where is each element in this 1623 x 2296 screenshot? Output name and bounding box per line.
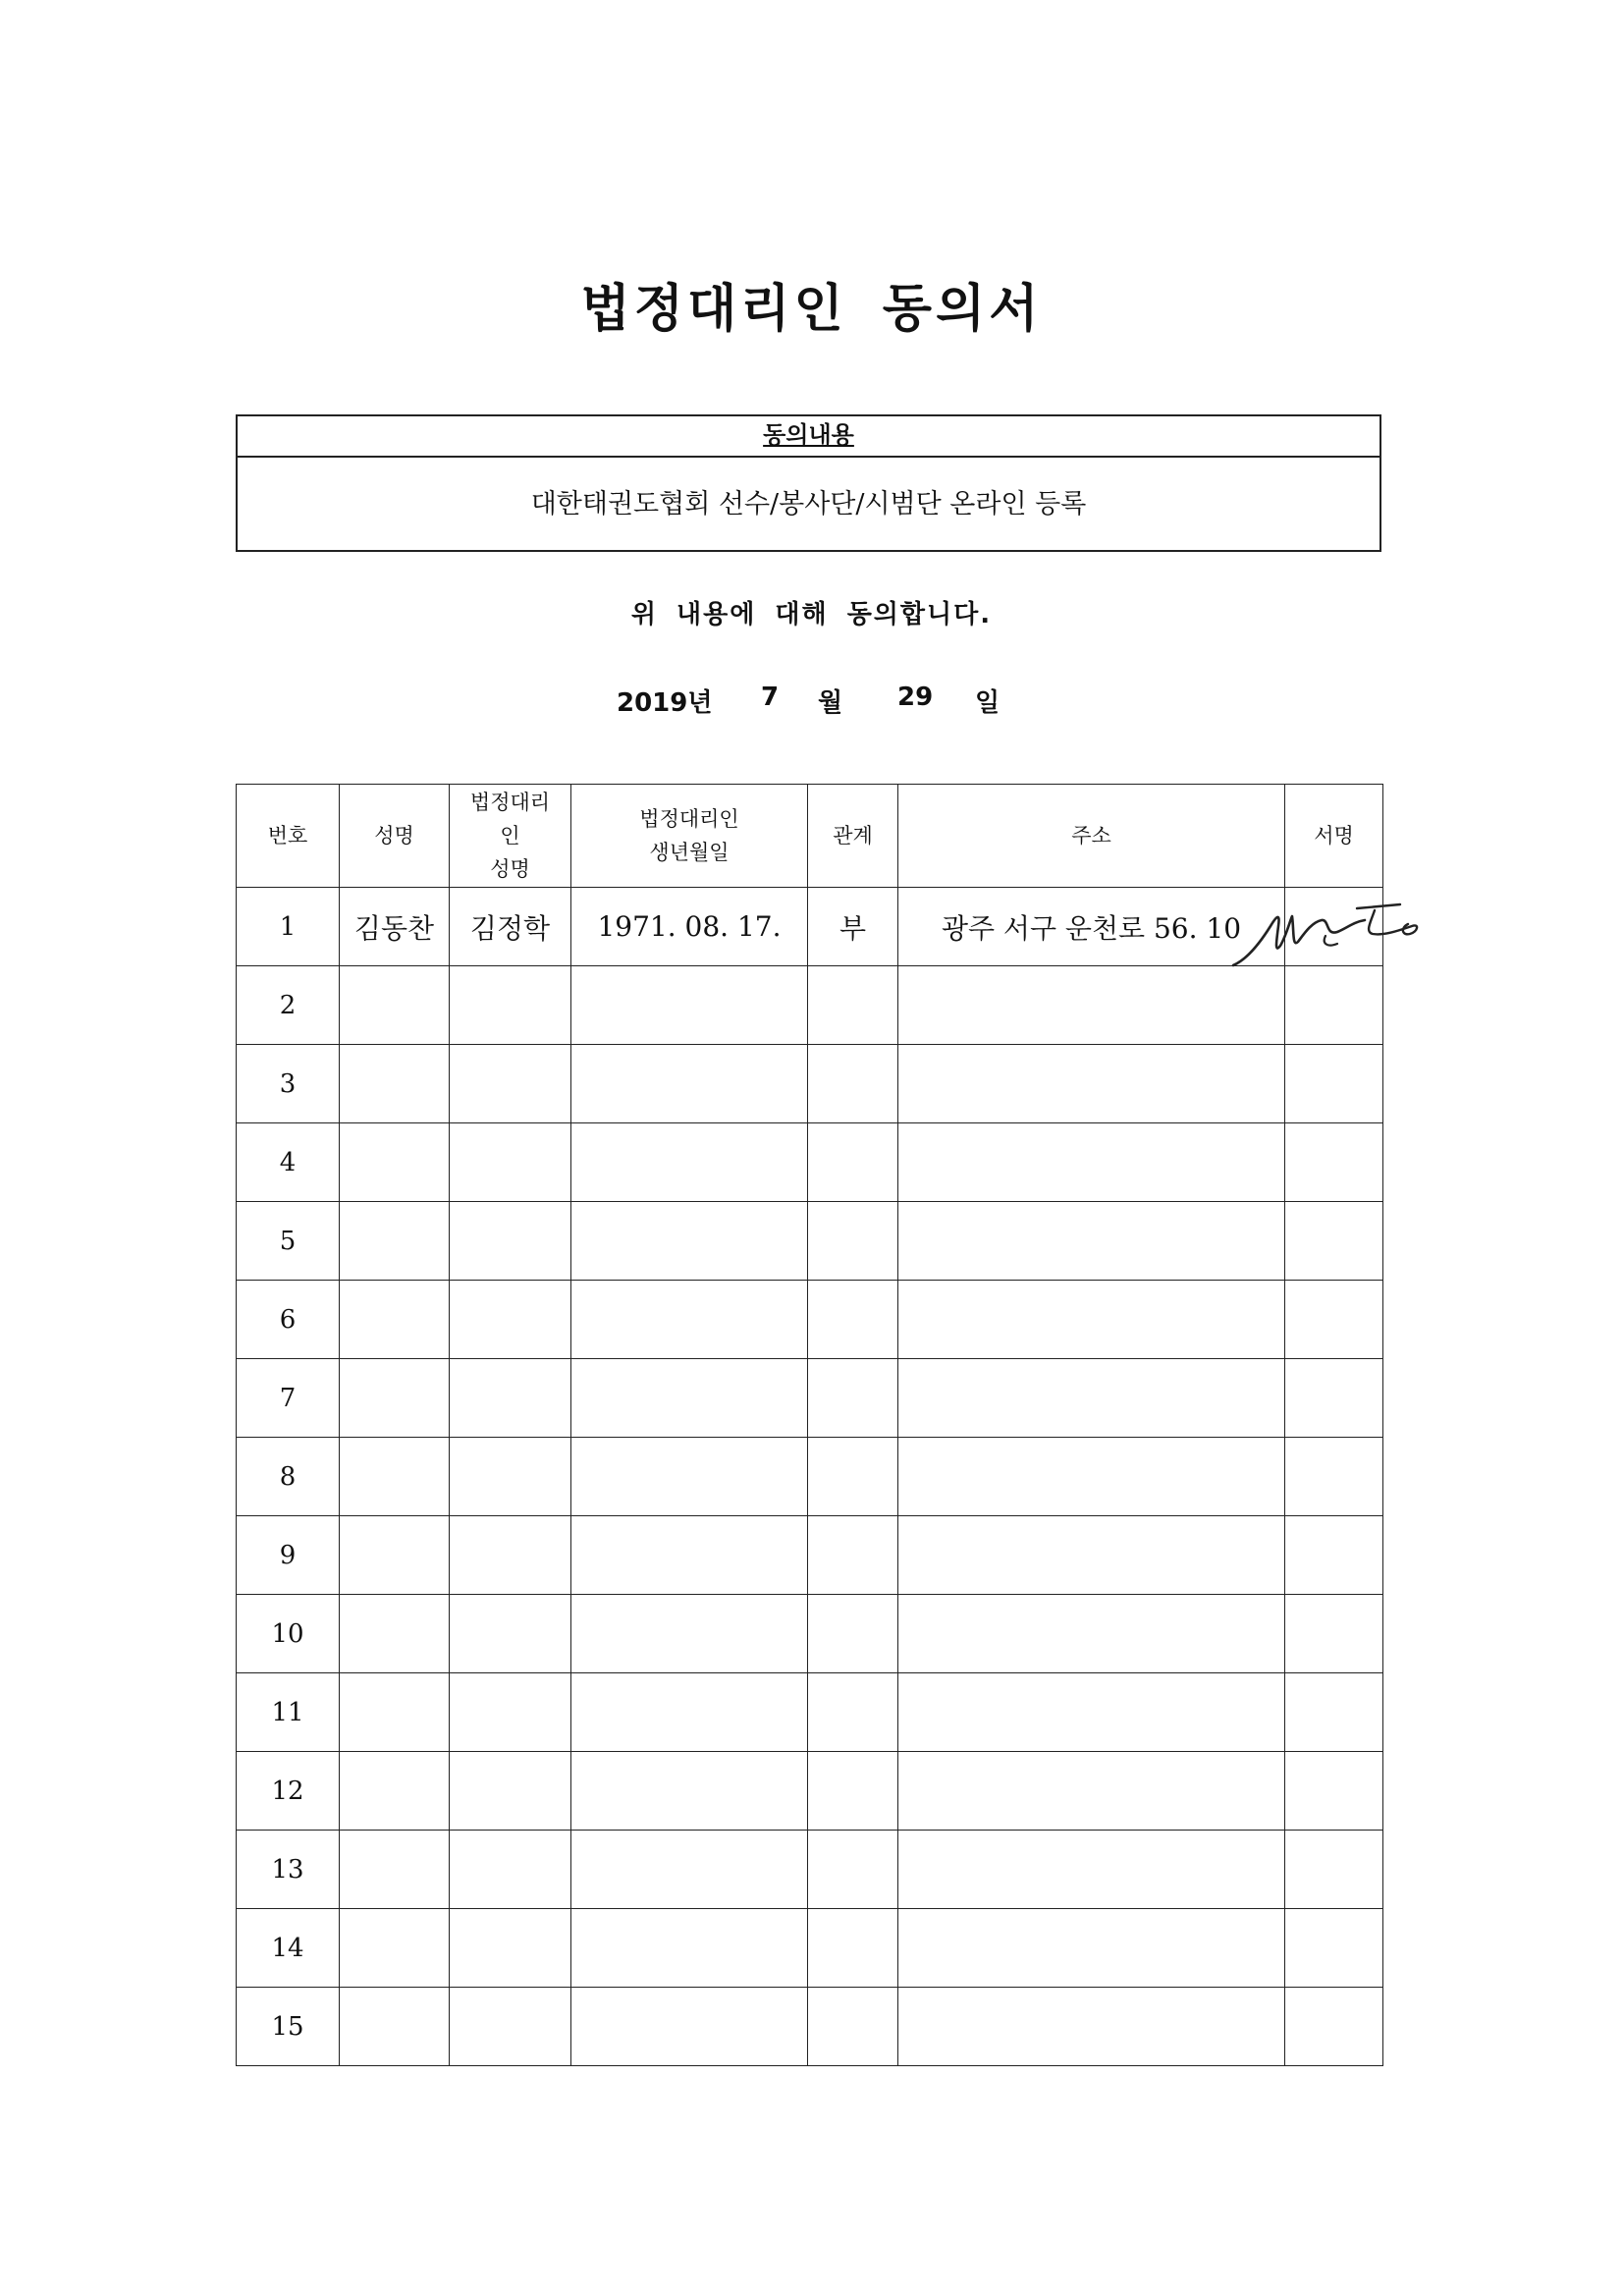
cell-relation	[808, 1281, 898, 1359]
cell-signature	[1285, 1281, 1383, 1359]
table-row	[237, 1595, 1383, 1673]
cell-no: 2	[237, 966, 340, 1045]
cell-name	[340, 1909, 450, 1988]
table-row	[237, 1202, 1383, 1281]
cell-address	[898, 1909, 1285, 1988]
cell-relation: 부	[808, 888, 898, 966]
date-month: 7	[761, 683, 780, 712]
cell-no: 3	[237, 1045, 340, 1123]
cell-relation	[808, 1045, 898, 1123]
cell-birth	[571, 966, 808, 1045]
header-guardian-name-line1: 법정대리	[469, 791, 551, 814]
cell-birth	[571, 1045, 808, 1123]
cell-birth	[571, 1595, 808, 1673]
cell-no: 11	[237, 1673, 340, 1752]
cell-relation	[808, 1988, 898, 2066]
consent-box	[236, 414, 1381, 552]
cell-name	[340, 1516, 450, 1595]
cell-no: 4	[237, 1123, 340, 1202]
cell-guardian-name	[450, 1595, 571, 1673]
header-guardian-name-line3: 성명	[490, 857, 530, 881]
cell-signature	[1285, 1045, 1383, 1123]
header-guardian-birth-line1: 법정대리인	[639, 807, 739, 831]
cell-address	[898, 1988, 1285, 2066]
cell-address	[898, 1673, 1285, 1752]
table-body	[237, 888, 1383, 2066]
cell-no: 7	[237, 1359, 340, 1438]
cell-name	[340, 1281, 450, 1359]
cell-birth	[571, 1673, 808, 1752]
cell-name	[340, 1831, 450, 1909]
cell-guardian-name	[450, 1988, 571, 2066]
cell-address	[898, 1123, 1285, 1202]
cell-address	[898, 1359, 1285, 1438]
cell-relation	[808, 1359, 898, 1438]
cell-address	[898, 1281, 1285, 1359]
cell-signature	[1285, 1359, 1383, 1438]
cell-relation	[808, 966, 898, 1045]
cell-relation	[808, 1438, 898, 1516]
cell-signature	[1285, 1752, 1383, 1831]
header-name: 성명	[340, 785, 450, 888]
table-row	[237, 1831, 1383, 1909]
header-address: 주소	[898, 785, 1285, 888]
guardian-table	[236, 784, 1383, 2066]
signature-stroke-2	[1357, 904, 1417, 934]
date-year: 2019년	[617, 688, 713, 718]
table-row	[237, 1909, 1383, 1988]
cell-address: 광주 서구 운천로 56. 10	[898, 888, 1285, 966]
cell-signature	[1285, 1438, 1383, 1516]
cell-birth	[571, 1123, 808, 1202]
cell-birth: 1971. 08. 17.	[571, 888, 808, 966]
cell-no: 9	[237, 1516, 340, 1595]
cell-relation	[808, 1202, 898, 1281]
date-month-unit: 월	[818, 688, 843, 718]
cell-address	[898, 1595, 1285, 1673]
cell-name	[340, 1988, 450, 2066]
cell-relation	[808, 1595, 898, 1673]
cell-relation	[808, 1909, 898, 1988]
cell-relation	[808, 1516, 898, 1595]
cell-guardian-name	[450, 1202, 571, 1281]
cell-signature	[1285, 1673, 1383, 1752]
cell-birth	[571, 1438, 808, 1516]
table-row	[237, 1045, 1383, 1123]
cell-signature	[1285, 1202, 1383, 1281]
cell-address	[898, 1752, 1285, 1831]
cell-signature	[1285, 1831, 1383, 1909]
cell-guardian-name	[450, 1909, 571, 1988]
cell-birth	[571, 1909, 808, 1988]
cell-no: 13	[237, 1831, 340, 1909]
cell-address	[898, 1202, 1285, 1281]
consent-text: 대한태권도협회 선수/봉사단/시범단 온라인 등록	[530, 489, 1087, 519]
header-relation: 관계	[808, 785, 898, 888]
date-day-unit: 일	[975, 688, 1001, 718]
cell-signature	[1285, 1595, 1383, 1673]
date-day: 29	[897, 683, 934, 712]
cell-name	[340, 1202, 450, 1281]
cell-guardian-name	[450, 1673, 571, 1752]
header-guardian-name	[450, 785, 571, 888]
cell-address	[898, 1045, 1285, 1123]
cell-no: 10	[237, 1595, 340, 1673]
cell-birth	[571, 1988, 808, 2066]
table-row	[237, 1516, 1383, 1595]
cell-name	[340, 966, 450, 1045]
cell-name	[340, 1359, 450, 1438]
consent-header	[238, 416, 1380, 458]
cell-address	[898, 1438, 1285, 1516]
consent-header-label: 동의내용	[763, 421, 854, 449]
cell-guardian-name	[450, 1045, 571, 1123]
cell-guardian-name	[450, 1831, 571, 1909]
cell-guardian-name	[450, 1516, 571, 1595]
table-row	[237, 1438, 1383, 1516]
cell-name	[340, 1595, 450, 1673]
cell-guardian-name: 김정학	[450, 888, 571, 966]
table-row	[237, 1359, 1383, 1438]
header-no: 번호	[237, 785, 340, 888]
header-guardian-birth-line2: 생년월일	[649, 841, 730, 864]
cell-no: 1	[237, 888, 340, 966]
cell-guardian-name	[450, 966, 571, 1045]
agreement-statement: 위 내용에 대해 동의합니다.	[630, 600, 993, 629]
cell-no: 8	[237, 1438, 340, 1516]
table-row	[237, 966, 1383, 1045]
table-row	[237, 1123, 1383, 1202]
header-guardian-name-line2: 인	[500, 824, 520, 847]
cell-birth	[571, 1281, 808, 1359]
cell-signature	[1285, 966, 1383, 1045]
table-row	[237, 1752, 1383, 1831]
cell-signature	[1285, 1988, 1383, 2066]
cell-name	[340, 1123, 450, 1202]
cell-guardian-name	[450, 1359, 571, 1438]
cell-name	[340, 1673, 450, 1752]
cell-guardian-name	[450, 1123, 571, 1202]
document-title: 법정대리인 동의서	[580, 280, 1043, 339]
signature-stroke-3	[1325, 936, 1337, 946]
cell-birth	[571, 1516, 808, 1595]
cell-signature	[1285, 1516, 1383, 1595]
cell-birth	[571, 1752, 808, 1831]
header-guardian-birth	[571, 785, 808, 888]
table-header-row	[237, 785, 1383, 888]
signature-stroke-1	[1233, 916, 1365, 965]
signature-drawing	[1227, 887, 1424, 975]
cell-birth	[571, 1202, 808, 1281]
cell-birth	[571, 1359, 808, 1438]
cell-name	[340, 1752, 450, 1831]
table-row	[237, 888, 1383, 966]
cell-address	[898, 1516, 1285, 1595]
cell-guardian-name	[450, 1438, 571, 1516]
cell-no: 14	[237, 1909, 340, 1988]
cell-relation	[808, 1123, 898, 1202]
cell-name	[340, 1438, 450, 1516]
cell-signature	[1285, 1909, 1383, 1988]
cell-relation	[808, 1831, 898, 1909]
cell-name	[340, 1045, 450, 1123]
cell-address	[898, 1831, 1285, 1909]
cell-relation	[808, 1752, 898, 1831]
header-signature: 서명	[1285, 785, 1383, 888]
table-row	[237, 1988, 1383, 2066]
cell-guardian-name	[450, 1752, 571, 1831]
cell-name: 김동찬	[340, 888, 450, 966]
cell-no: 6	[237, 1281, 340, 1359]
cell-signature	[1285, 1123, 1383, 1202]
cell-guardian-name	[450, 1281, 571, 1359]
cell-birth	[571, 1831, 808, 1909]
table-row	[237, 1673, 1383, 1752]
cell-no: 12	[237, 1752, 340, 1831]
table-row	[237, 1281, 1383, 1359]
cell-no: 15	[237, 1988, 340, 2066]
cell-relation	[808, 1673, 898, 1752]
cell-address	[898, 966, 1285, 1045]
cell-no: 5	[237, 1202, 340, 1281]
